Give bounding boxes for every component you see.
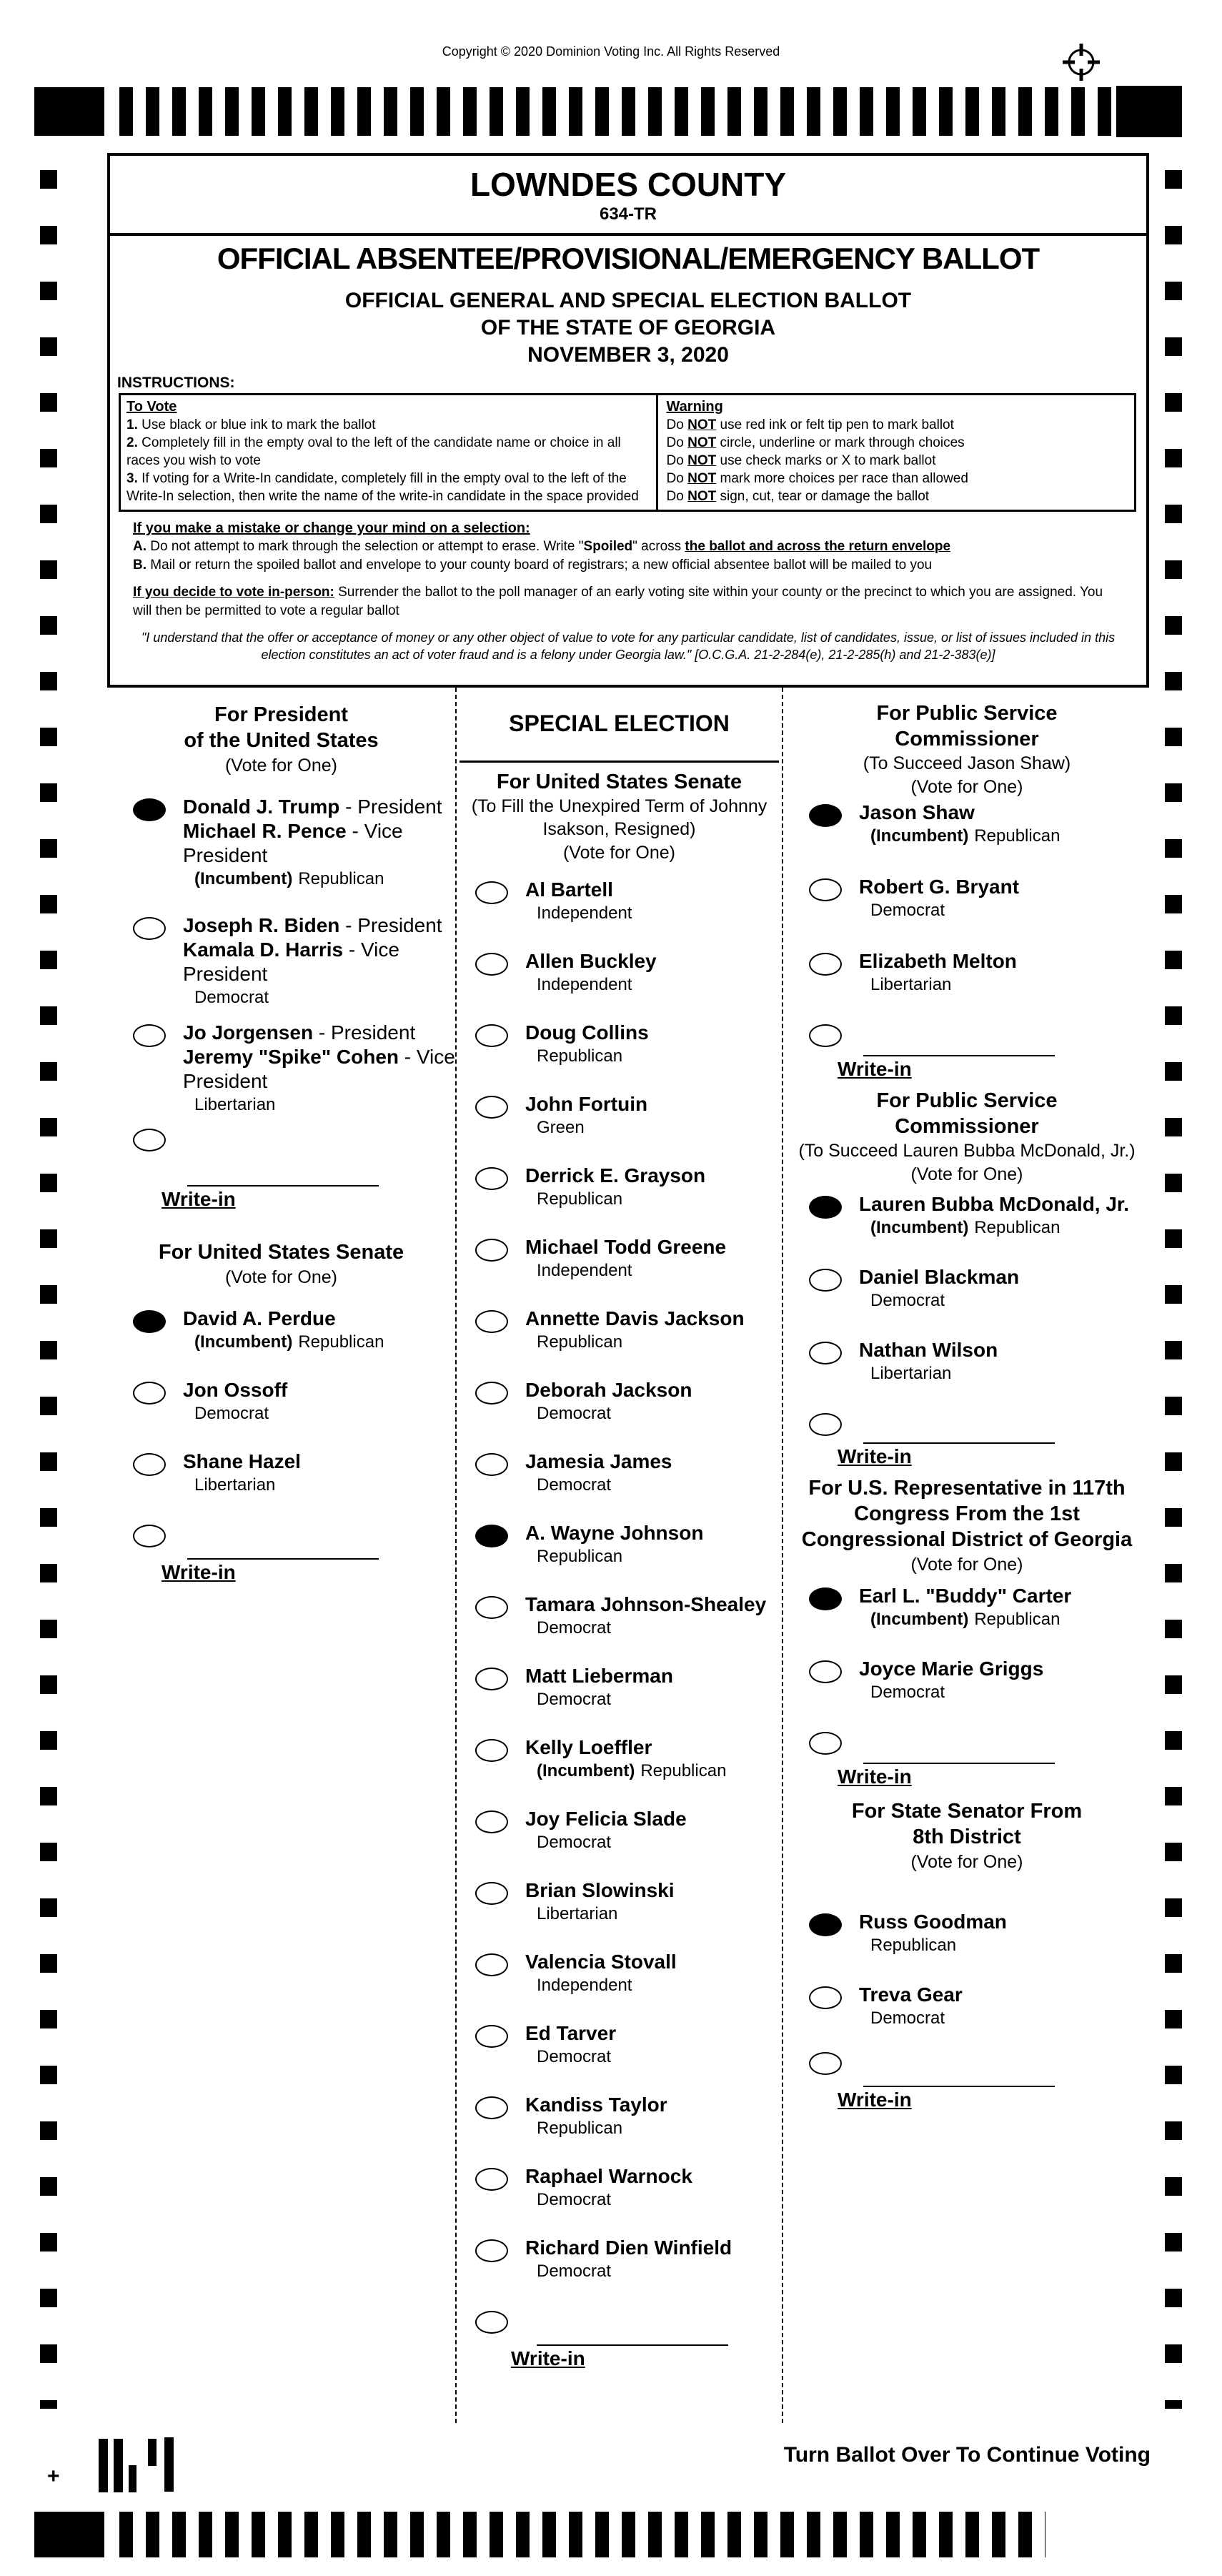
to-vote-item: 1. Use black or blue ink to mark the ballot [126, 417, 376, 432]
candidate-row-carter: Earl L. "Buddy" Carter (Incumbent) Republican [783, 1584, 1151, 1630]
ballot-oval[interactable] [475, 2025, 508, 2048]
candidate-row-shaw: Jason Shaw (Incumbent) Republican [783, 801, 1151, 847]
ballot-oval[interactable] [475, 1024, 508, 1047]
to-vote-item: 3. If voting for a Write-In candidate, completely fill in the empty oval to the left of the Write-In selection, then write the name of the write-in candidate in the space provided [126, 471, 639, 504]
ballot-oval[interactable] [809, 878, 842, 901]
write-in-row [107, 1185, 455, 1212]
ballot-oval[interactable] [809, 1732, 842, 1755]
election-title-line2: OF THE STATE OF GEORGIA [480, 316, 776, 340]
precinct-code: 634-TR [599, 204, 657, 224]
candidate-row-greene: Michael Todd Greene Independent [457, 1235, 782, 1282]
ballot-oval-filled[interactable] [809, 1196, 842, 1219]
ballot-oval[interactable] [809, 953, 842, 976]
ballot-oval[interactable] [475, 2311, 508, 2334]
ballot-type-title: OFFICIAL ABSENTEE/PROVISIONAL/EMERGENCY BALLOT [217, 242, 1040, 275]
ballot-oval-filled[interactable] [809, 804, 842, 827]
ballot-oval[interactable] [475, 2168, 508, 2191]
ballot-oval[interactable] [809, 1024, 842, 1047]
warning-item: Do NOT circle, underline or mark through choices [666, 435, 965, 450]
candidate-row-loeffler: Kelly Loeffler (Incumbent) Republican [457, 1735, 782, 1782]
warning-item: Do NOT use check marks or X to mark ballot [666, 453, 936, 468]
stub-bar [99, 2439, 108, 2492]
write-in-label: Write-in [838, 1445, 912, 1467]
county-title: LOWNDES COUNTY [470, 166, 787, 203]
ballot-oval[interactable] [475, 1810, 508, 1833]
warning-item: Do NOT sign, cut, tear or damage the ballot [666, 489, 930, 504]
write-in-label: Write-in [162, 1188, 236, 1210]
candidate-row-tarver: Ed Tarver Democrat [457, 2021, 782, 2068]
banner-rule [460, 761, 779, 763]
warning-item: Do NOT use red ink or felt tip pen to mark ballot [666, 417, 954, 432]
candidate-row-taylor: Kandiss Taylor Republican [457, 2093, 782, 2139]
timing-mark-block [34, 87, 104, 136]
timing-mark-block [34, 2512, 104, 2557]
registration-plus-mark: + [47, 2464, 60, 2488]
mistake-title: If you make a mistake or change your mind on a selection: [133, 520, 530, 536]
candidate-row-melton: Elizabeth Melton Libertarian [783, 949, 1151, 996]
candidate-row-deborah-jackson: Deborah Jackson Democrat [457, 1378, 782, 1425]
ballot-oval[interactable] [475, 2239, 508, 2262]
ballot-oval[interactable] [475, 2096, 508, 2119]
mistake-instructions [133, 519, 1123, 620]
ballot-oval[interactable] [475, 881, 508, 904]
ballot-oval[interactable] [133, 1382, 166, 1405]
candidate-row-bryant: Robert G. Bryant Democrat [783, 875, 1151, 921]
candidate-row-ossoff: Jon Ossoff Democrat [107, 1378, 455, 1425]
ballot-oval-filled[interactable] [133, 1310, 166, 1333]
candidate-row-gear: Treva Gear Democrat [783, 1983, 1151, 2029]
write-in-oval-row [457, 2307, 782, 2334]
stub-bar [114, 2439, 123, 2492]
write-in-row [783, 1055, 1151, 1082]
ballot-oval[interactable] [133, 917, 166, 940]
ballot-oval[interactable] [475, 1382, 508, 1405]
ballot-oval[interactable] [475, 1167, 508, 1190]
to-vote-panel [121, 395, 658, 510]
race-header-state-senate: For State Senator From 8th District (Vote for One) [851, 1800, 1083, 1872]
ballot-oval-filled[interactable] [809, 1587, 842, 1610]
write-in-oval-row [107, 1521, 455, 1547]
ballot-oval[interactable] [809, 1986, 842, 2009]
write-in-row [783, 1442, 1151, 1470]
write-in-label: Write-in [511, 2347, 585, 2369]
write-in-oval-row [783, 1728, 1151, 1755]
candidate-row-slade: Joy Felicia Slade Democrat [457, 1807, 782, 1853]
timing-mark-column-right [1165, 170, 1182, 2409]
ballot-oval[interactable] [133, 1453, 166, 1476]
write-in-label: Write-in [838, 1058, 912, 1080]
vote-in-person-note: If you decide to vote in-person: Surrender the ballot to the poll manager of an early voting site within your county or the precinct to which you are assigned. You will then be permitted to vote a regular ballot [133, 585, 1103, 618]
ballot-oval[interactable] [475, 1239, 508, 1262]
warning-item: Do NOT mark more choices per race than allowed [666, 471, 968, 486]
ballot-oval[interactable] [475, 1668, 508, 1690]
write-in-row [783, 2086, 1151, 2113]
warning-title: Warning [666, 399, 723, 415]
candidate-row-wayne-johnson: A. Wayne Johnson Republican [457, 1521, 782, 1567]
candidate-row-winfield: Richard Dien Winfield Democrat [457, 2236, 782, 2282]
candidate-row-jorgensen: Jo Jorgensen - President Jeremy "Spike" Cohen - Vice President Libertarian [107, 1021, 455, 1116]
race-header-psc1: For Public Service Commissioner (To Succeed Jason Shaw) (Vote for One) [863, 702, 1071, 797]
ballot-oval[interactable] [809, 1660, 842, 1683]
registration-crosshair-icon [1060, 41, 1102, 86]
ballot-oval[interactable] [133, 1129, 166, 1151]
ballot-oval[interactable] [809, 1342, 842, 1364]
candidate-row-hazel: Shane Hazel Libertarian [107, 1450, 455, 1496]
candidate-row-warnock: Raphael Warnock Democrat [457, 2164, 782, 2211]
ballot-oval[interactable] [475, 1096, 508, 1119]
stub-number: 27 [164, 2447, 176, 2462]
write-in-row [107, 1558, 455, 1585]
turn-ballot-over-text: Turn Ballot Over To Continue Voting [783, 2443, 1151, 2467]
candidate-row-wilson: Nathan Wilson Libertarian [783, 1338, 1151, 1384]
mistake-line-b: B. Mail or return the spoiled ballot and envelope to your county board of registrars; a new official absentee ballot will be mailed to you [133, 558, 933, 573]
write-in-label: Write-in [162, 1561, 236, 1583]
ballot-oval[interactable] [133, 1024, 166, 1047]
candidate-row-james: Jamesia James Democrat [457, 1450, 782, 1496]
race-header-psc2: For Public Service Commissioner (To Succeed Lauren Bubba McDonald, Jr.) (Vote for One) [798, 1089, 1136, 1184]
ballot-oval[interactable] [475, 1596, 508, 1619]
header-divider [110, 233, 1146, 236]
timing-mark-block [1116, 86, 1182, 137]
write-in-oval-row [783, 2049, 1151, 2075]
mistake-line-a: A. Do not attempt to mark through the selection or attempt to erase. Write "Spoiled" across the ballot and across the return envelope [133, 539, 951, 554]
candidate-row-davis-jackson: Annette Davis Jackson Republican [457, 1307, 782, 1353]
candidate-row-mcdonald: Lauren Bubba McDonald, Jr. (Incumbent) Republican [783, 1192, 1151, 1239]
write-in-oval-row [107, 1125, 455, 1151]
to-vote-title: To Vote [126, 399, 177, 415]
ballot-oval-filled[interactable] [133, 798, 166, 821]
ballot-header-box [107, 153, 1149, 688]
copyright-line: Copyright © 2020 Dominion Voting Inc. All Rights Reserved [442, 44, 780, 59]
instructions-box [119, 393, 1136, 512]
candidate-row-stovall: Valencia Stovall Independent [457, 1950, 782, 1996]
column-right [783, 688, 1151, 2423]
ballot-oval[interactable] [475, 1739, 508, 1762]
ballot-oval[interactable] [809, 1413, 842, 1436]
ballot-oval[interactable] [475, 1453, 508, 1476]
to-vote-item: 2. Completely fill in the empty oval to the left of the candidate name or choice in all races you wish to vote [126, 435, 621, 468]
ballot-oval-filled[interactable] [475, 1525, 508, 1547]
candidate-row-griggs: Joyce Marie Griggs Democrat [783, 1657, 1151, 1703]
candidate-row-perdue: David A. Perdue (Incumbent) Republican [107, 1307, 455, 1353]
timing-mark-row-top [119, 87, 1111, 136]
election-date: NOVEMBER 3, 2020 [527, 343, 729, 367]
candidate-row-biden: Joseph R. Biden - President Kamala D. Harris - Vice President Democrat [107, 913, 455, 1009]
ballot-oval[interactable] [475, 1953, 508, 1976]
candidate-row-slowinski: Brian Slowinski Libertarian [457, 1878, 782, 1925]
column-left [107, 688, 455, 2423]
stub-bar [129, 2465, 136, 2492]
column-middle [455, 688, 783, 2423]
race-header-us-senate: For United States Senate (Vote for One) [158, 1241, 404, 1287]
ballot-oval[interactable] [475, 1882, 508, 1905]
felony-notice: "I understand that the offer or acceptance of money or any other object of value to vote for any particular candidate, list of candidates, issue, or list of issues included in this election constitutes an act of voter fraud and is a felony under Georgia law." [O.C.G.A. 21-2-284(e), 21-2-285(h) and 21-2-383(e)] [141, 630, 1116, 662]
write-in-label: Write-in [838, 1765, 912, 1788]
candidate-row-trump: Donald J. Trump - President Michael R. Pence - Vice President (Incumbent) Republican [107, 795, 455, 890]
ballot-oval[interactable] [809, 2052, 842, 2075]
race-header-us-rep: For U.S. Representative in 117th Congress From the 1st Congressional District of Georgia (Vote for One) [801, 1477, 1133, 1575]
ballot-oval[interactable] [475, 1310, 508, 1333]
candidate-row-goodman: Russ Goodman Republican [783, 1910, 1151, 1956]
write-in-oval-row [783, 1410, 1151, 1436]
candidate-row-buckley: Allen Buckley Independent [457, 949, 782, 996]
write-in-row [457, 2344, 782, 2372]
candidate-row-fortuin: John Fortuin Green [457, 1092, 782, 1139]
stub-bar [164, 2437, 174, 2492]
candidate-row-johnson-shealey: Tamara Johnson-Shealey Democrat [457, 1592, 782, 1639]
ballot-oval[interactable] [133, 1525, 166, 1547]
instructions-label: INSTRUCTIONS: [117, 375, 235, 391]
election-title-line1: OFFICIAL GENERAL AND SPECIAL ELECTION BALLOT [344, 289, 912, 312]
stub-bar [148, 2439, 157, 2466]
warning-panel [658, 395, 1134, 510]
write-in-row [783, 1763, 1151, 1790]
candidate-row-blackman: Daniel Blackman Democrat [783, 1265, 1151, 1312]
ballot-oval[interactable] [475, 953, 508, 976]
special-election-banner: SPECIAL ELECTION [509, 710, 730, 736]
timing-mark-column-left [40, 170, 57, 2409]
candidate-row-lieberman: Matt Lieberman Democrat [457, 1664, 782, 1710]
candidate-row-bartell: Al Bartell Independent [457, 878, 782, 924]
timing-mark-row-bottom [119, 2512, 1045, 2557]
ballot-oval-filled[interactable] [809, 1913, 842, 1936]
race-header-president: For President of the United States (Vote for One) [184, 703, 379, 776]
ballot-oval[interactable] [809, 1269, 842, 1292]
candidate-row-grayson: Derrick E. Grayson Republican [457, 1164, 782, 1210]
write-in-oval-row [783, 1021, 1151, 1047]
race-header-special-senate: For United States Senate (To Fill the Unexpired Term of Johnny Isakson, Resigned) (Vote for One) [471, 771, 768, 863]
write-in-label: Write-in [838, 2089, 912, 2111]
candidate-row-collins: Doug Collins Republican [457, 1021, 782, 1067]
